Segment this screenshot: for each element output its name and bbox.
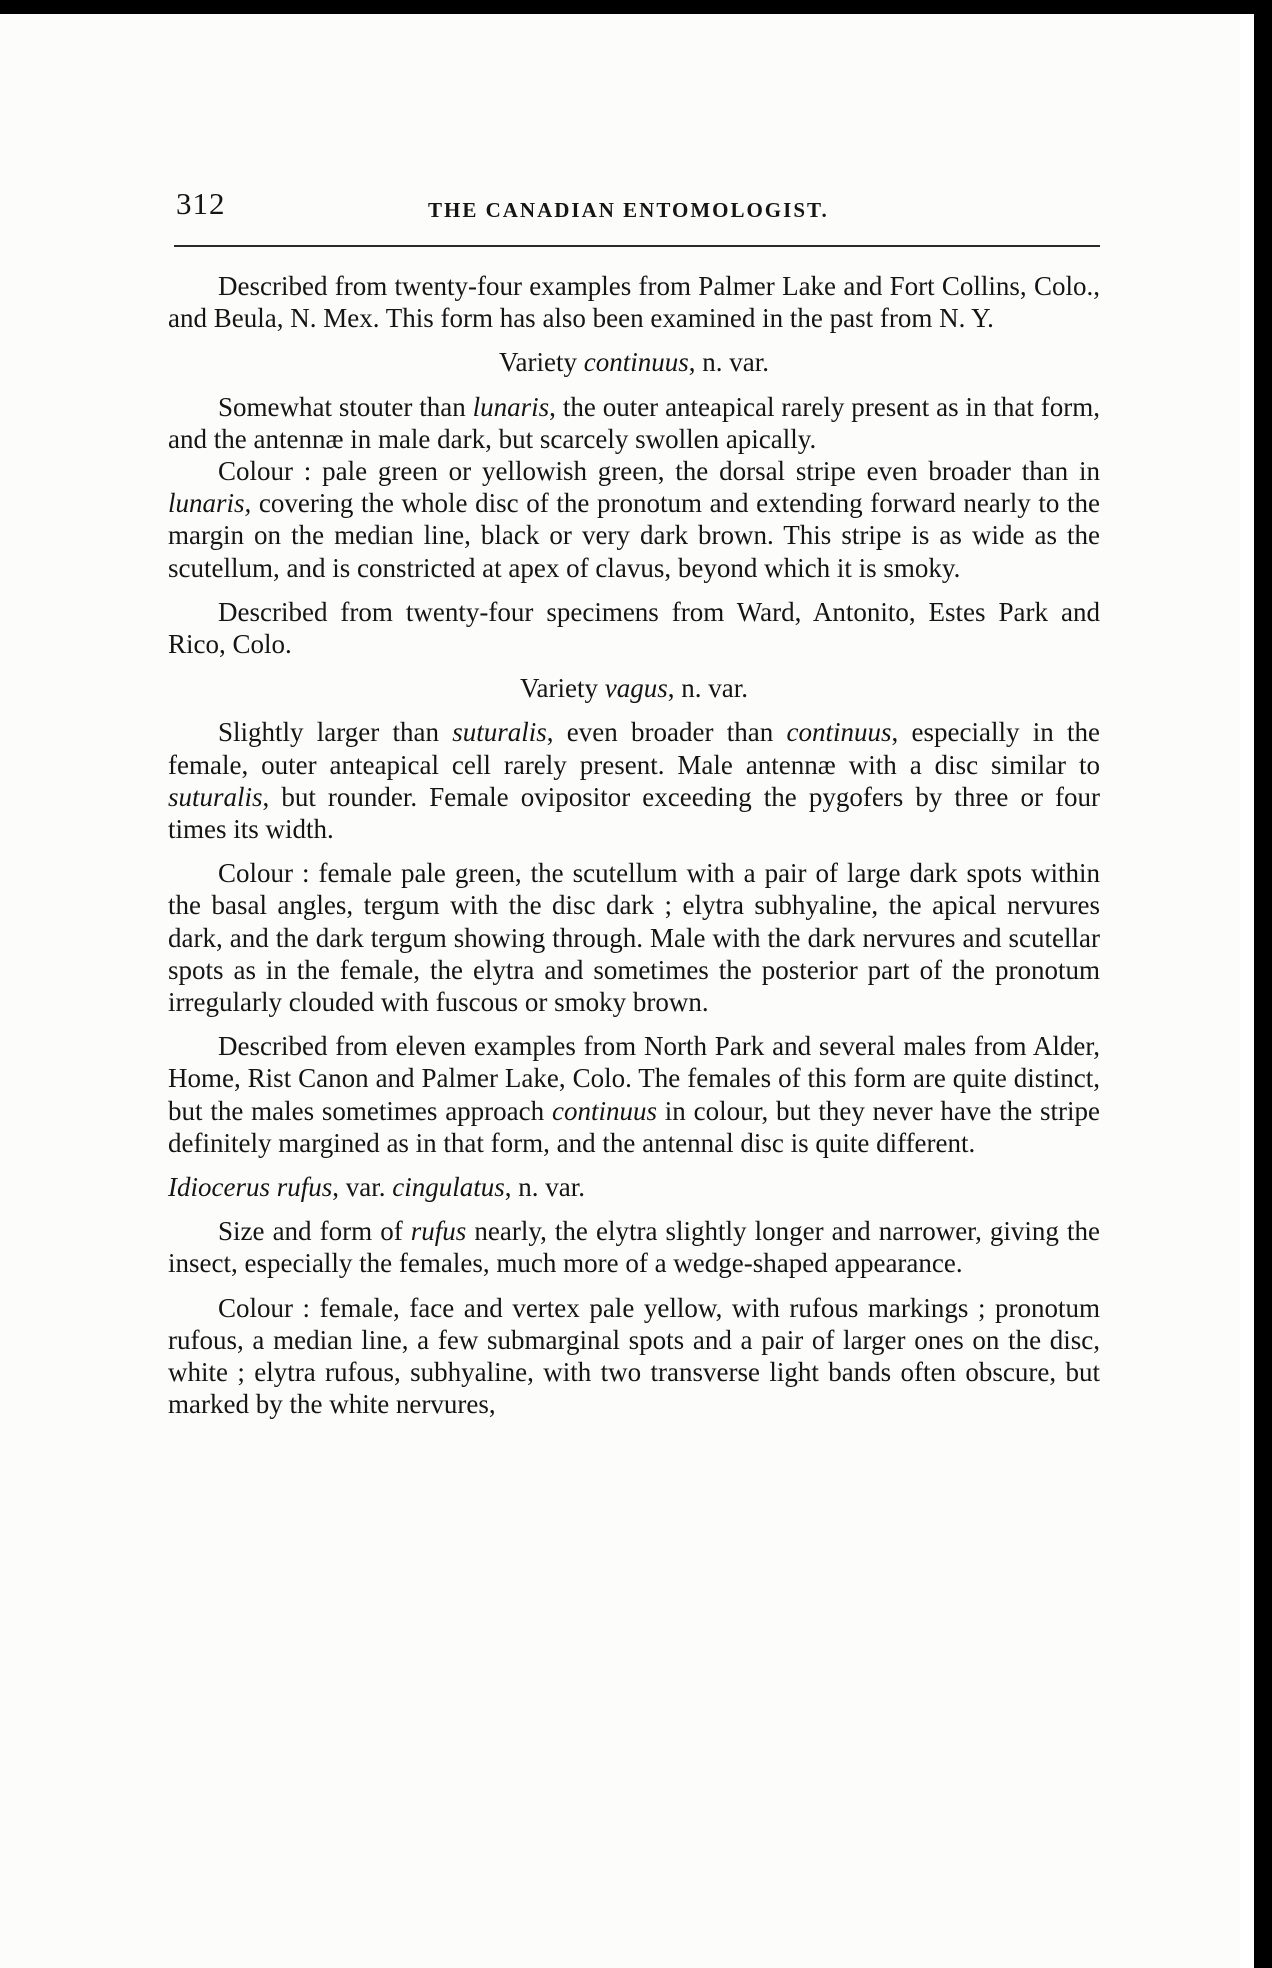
- page-header: [168, 186, 1100, 226]
- text-run: Colour : pale green or yellowish green, the dorsal stripe even broader than in: [218, 456, 1100, 487]
- section-heading: [168, 672, 1100, 704]
- section-heading: [168, 346, 1100, 378]
- paragraph: Described from twenty-four specimens from Ward, Antonito, Estes Park and Rico, Colo.: [168, 596, 1100, 660]
- header-rule: [174, 245, 1100, 247]
- text-run: Described from eleven examples from North Park and several males from Alder, Home, Rist Canon and Palmer Lake, Colo. The females of this form are quite distinct, but the males sometimes approach: [168, 1031, 1100, 1126]
- taxon-name: continuus: [786, 717, 892, 748]
- heading-text: Variety: [520, 673, 605, 704]
- text-run: covering the whole disc of the pronotum and extending forward nearly to the margin on the median line, black or very dark brown. This stripe is as wide as the scutellum, and is constricted at apex of clavus, beyond which it is smoky.: [168, 488, 1100, 583]
- taxon-name: rufus: [410, 1216, 467, 1247]
- paragraph: [168, 455, 1100, 584]
- text-run: nearly, the elytra slightly longer and narrower, giving the insect, especially the females, much more of a wedge-shaped appearance.: [168, 1216, 1100, 1279]
- text-run: in colour, but they never have the stripe definitely margined as in that form, and the antennal disc is quite different.: [168, 1095, 1100, 1158]
- taxon-name: lunaris,: [168, 488, 252, 519]
- taxon-name: cingulatus: [392, 1172, 505, 1203]
- heading-text: Variety: [499, 347, 584, 378]
- taxon-name: lunaris: [472, 391, 550, 422]
- paragraph: [168, 391, 1100, 455]
- taxon-name: continuus: [583, 347, 689, 378]
- text-run: , especially in the female, outer anteapical cell rarely present. Male antennæ with a disc similar to: [168, 717, 1100, 780]
- paragraph: Colour : female, face and vertex pale yellow, with rufous markings ; pronotum rufous, a median line, a few submarginal spots and a pair of larger ones on the disc, white ; elytra rufous, subhyaline, with two transverse light bands often obscure, but marked by the white nervures,: [168, 1292, 1100, 1420]
- paragraph: [168, 1215, 1100, 1279]
- taxon-name: suturalis: [168, 781, 263, 812]
- heading-text: , n. var.: [504, 1172, 585, 1203]
- text-run: Somewhat stouter than: [218, 391, 473, 422]
- text-run: Size and form of: [218, 1216, 411, 1247]
- page-edge: [1240, 14, 1254, 1968]
- text-run: , but rounder. Female ovipositor exceeding the pygofers by three or four times its width.: [168, 781, 1100, 845]
- paragraph: Colour : female pale green, the scutellum with a pair of large dark spots within the basal angles, tergum with the disc dark ; elytra subhyaline, the apical nervures dark, and the dark tergum showing through. Male with the dark nervures and scutellar spots as in the female, the elytra and sometimes the posterior part of the pronotum irregularly clouded with fuscous or smoky brown.: [168, 858, 1100, 1018]
- running-title: THE CANADIAN ENTOMOLOGIST.: [428, 198, 829, 222]
- paragraph: [168, 716, 1100, 845]
- text-run: , the outer anteapical rarely present as in that form, and the antennæ in male dark, but scarcely swollen apically.: [168, 391, 1100, 454]
- page-number: 312: [176, 186, 226, 221]
- taxon-name: continuus: [551, 1095, 657, 1126]
- heading-text: , n. var.: [667, 673, 748, 704]
- taxon-name: Idiocerus rufus: [168, 1172, 333, 1203]
- body-text: [168, 270, 1100, 1421]
- paragraph: Described from twenty-four examples from Palmer Lake and Fort Collins, Colo., and Beula, N. Mex. This form has also been examined in the past from N. Y.: [168, 271, 1100, 334]
- heading-text: , var.: [332, 1172, 393, 1203]
- text-run: , even broader than: [546, 717, 787, 748]
- heading-text: , n. var.: [688, 347, 769, 378]
- text-run: Slightly larger than: [218, 717, 453, 748]
- species-heading: [168, 1171, 1100, 1203]
- paragraph: [168, 1030, 1100, 1159]
- taxon-name: vagus: [604, 673, 668, 704]
- taxon-name: suturalis: [452, 717, 547, 748]
